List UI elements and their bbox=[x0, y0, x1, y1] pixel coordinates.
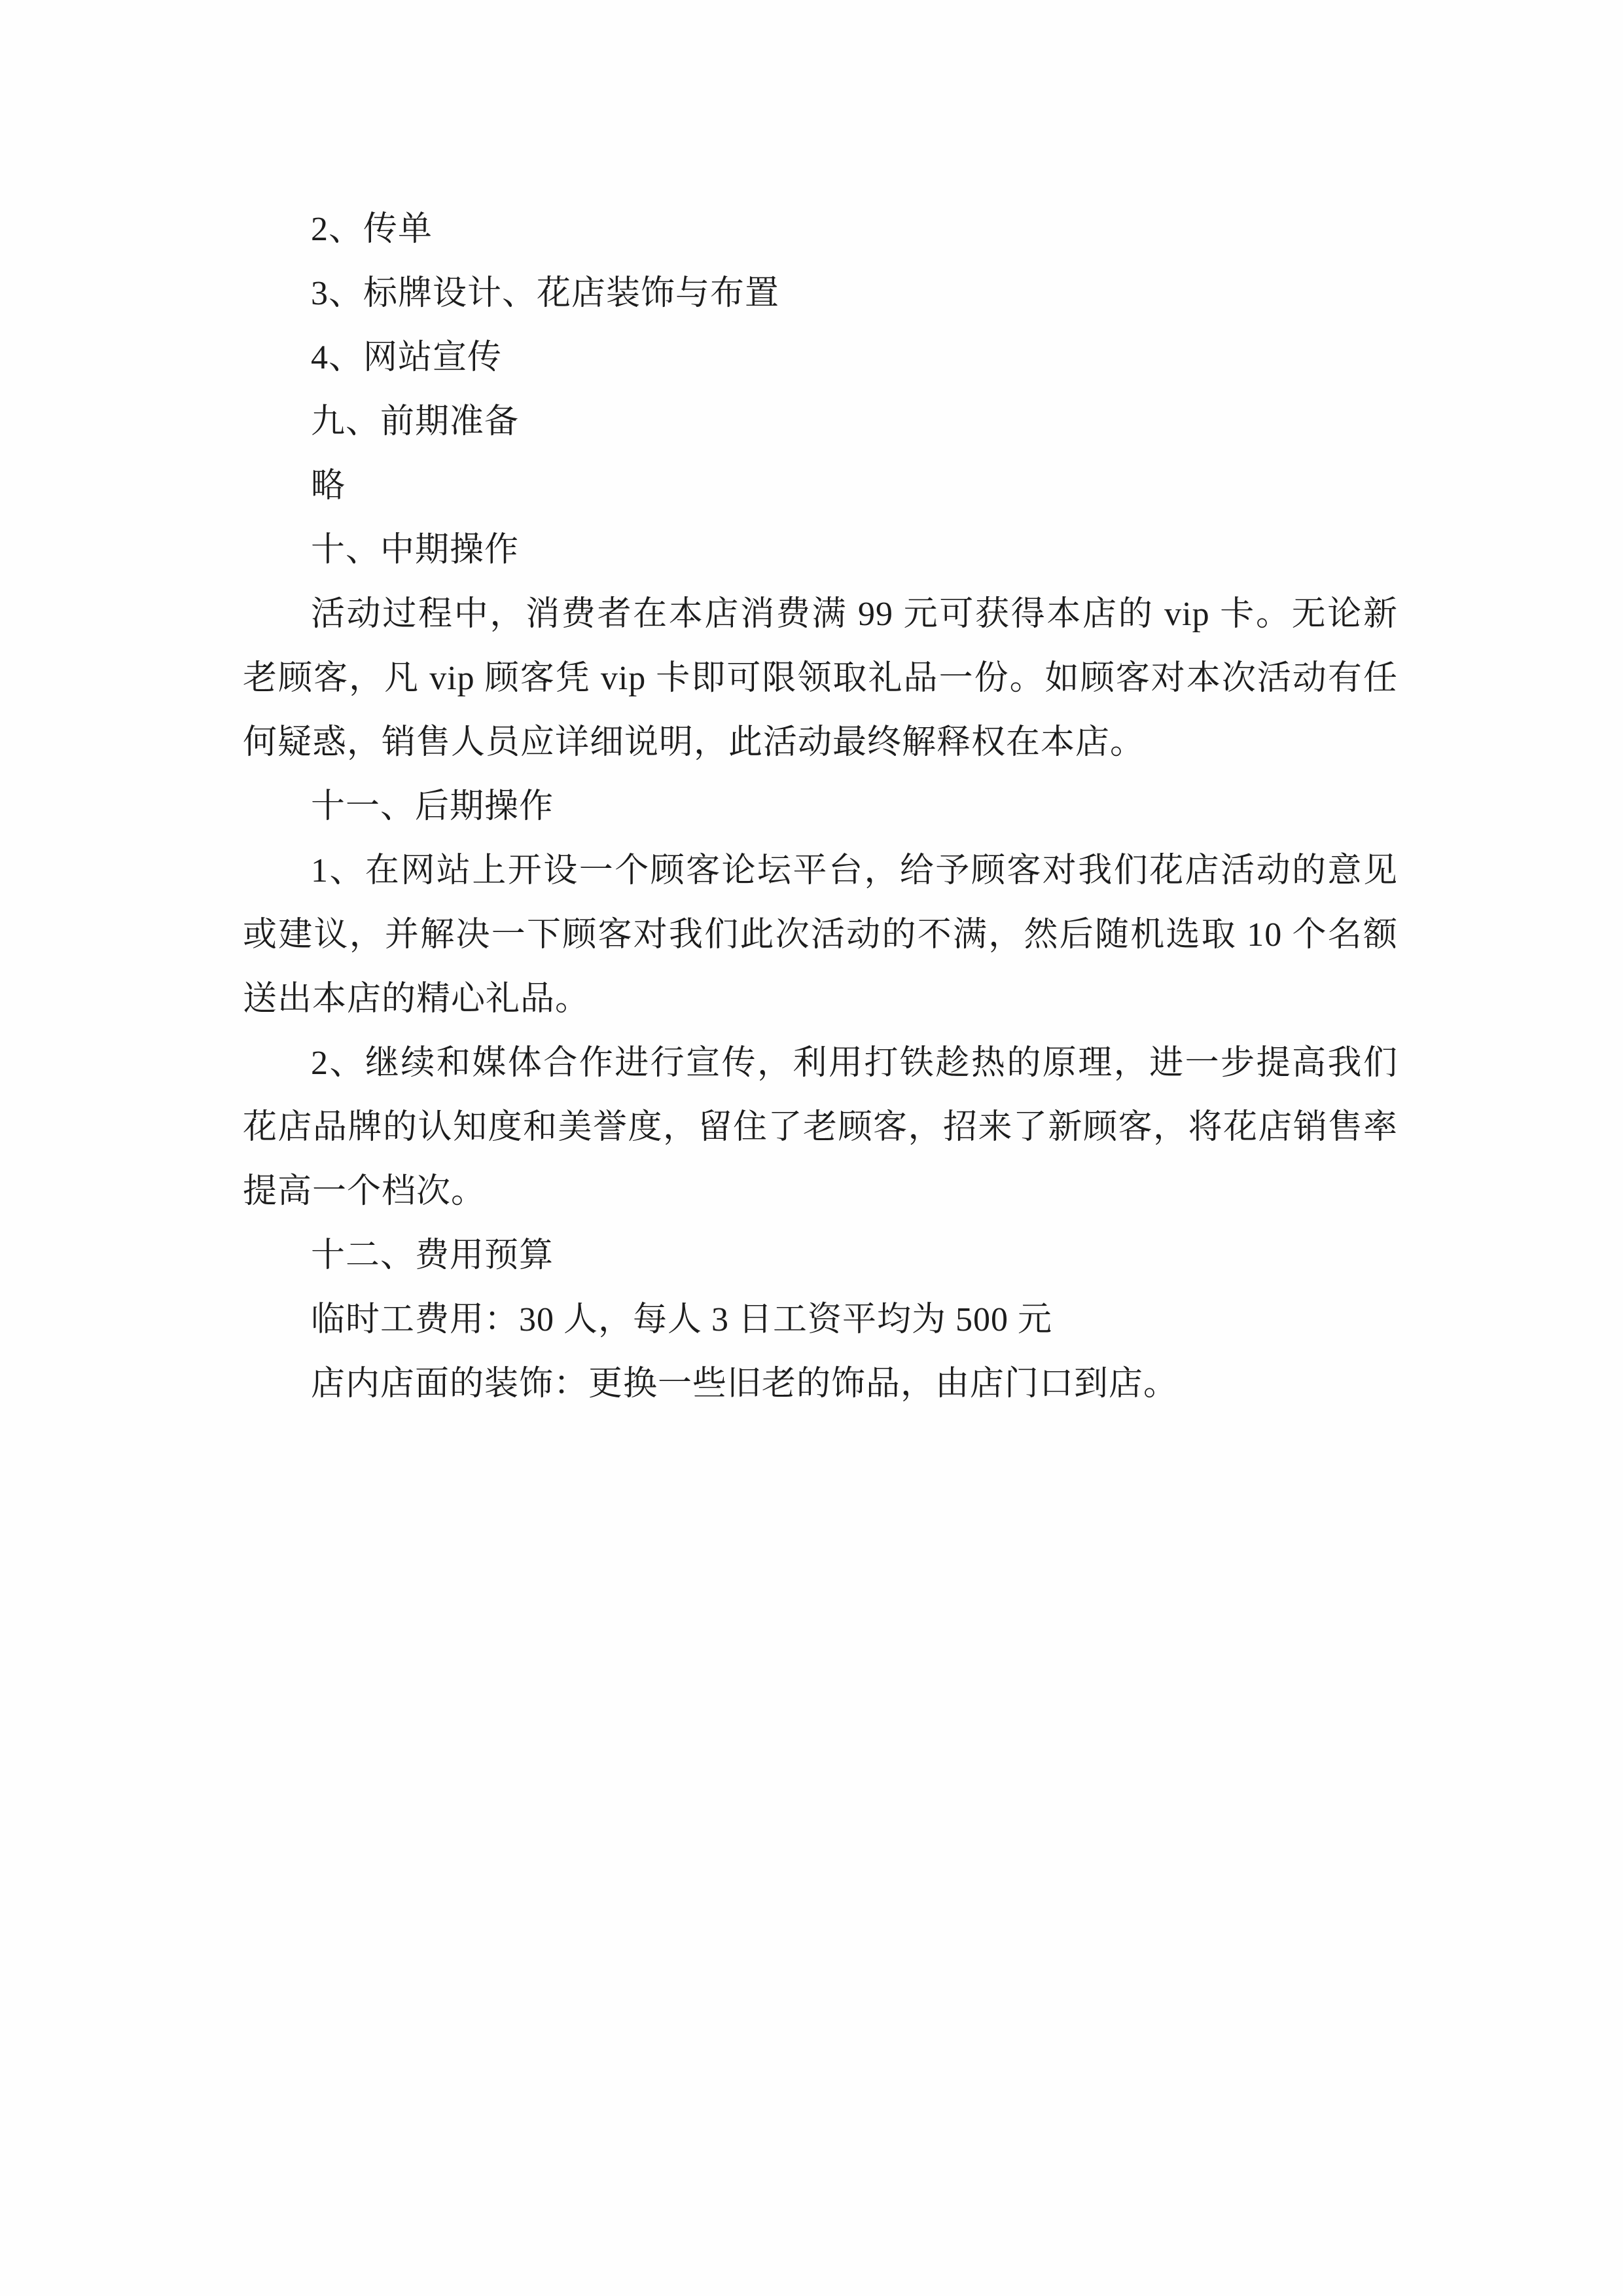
document-paragraph: 十、中期操作 bbox=[311, 531, 520, 569]
document-text-block bbox=[243, 198, 1398, 1416]
document-paragraph: 3、标牌设计、花店装饰与布置 bbox=[311, 275, 780, 312]
document-paragraph: 1、在网站上开设一个顾客论坛平台，给予顾客对我们花店活动的意见或建议，并解决一下顾客对我们此次活动的不满，然后随机选取 10 个名额送出本店的精心礼品。 bbox=[243, 852, 1398, 1018]
document-paragraph: 略 bbox=[311, 467, 346, 505]
document-paragraph: 2、继续和媒体合作进行宣传，利用打铁趁热的原理，进一步提高我们花店品牌的认知度和美誉度，留住了老顾客，招来了新顾客，将花店销售率提高一个档次。 bbox=[243, 1045, 1398, 1210]
document-paragraph: 4、网站宣传 bbox=[311, 339, 503, 376]
document-paragraph: 十二、费用预算 bbox=[311, 1237, 554, 1274]
document-paragraph: 店内店面的装饰：更换一些旧老的饰品，由店门口到店。 bbox=[311, 1365, 1179, 1403]
document-paragraph: 十一、后期操作 bbox=[311, 788, 554, 825]
document-paragraph: 活动过程中，消费者在本店消费满 99 元可获得本店的 vip 卡。无论新老顾客，凡 vip 顾客凭 vip 卡即可限领取礼品一份。如顾客对本次活动有任何疑惑，销售人员应详细说明，此活动最终解释权在本店。 bbox=[243, 596, 1398, 761]
document-paragraph: 2、传单 bbox=[311, 211, 433, 248]
document-paragraph: 临时工费用：30 人，每人 3 日工资平均为 500 元 bbox=[311, 1301, 1053, 1338]
document-paragraph: 九、前期准备 bbox=[311, 403, 520, 440]
